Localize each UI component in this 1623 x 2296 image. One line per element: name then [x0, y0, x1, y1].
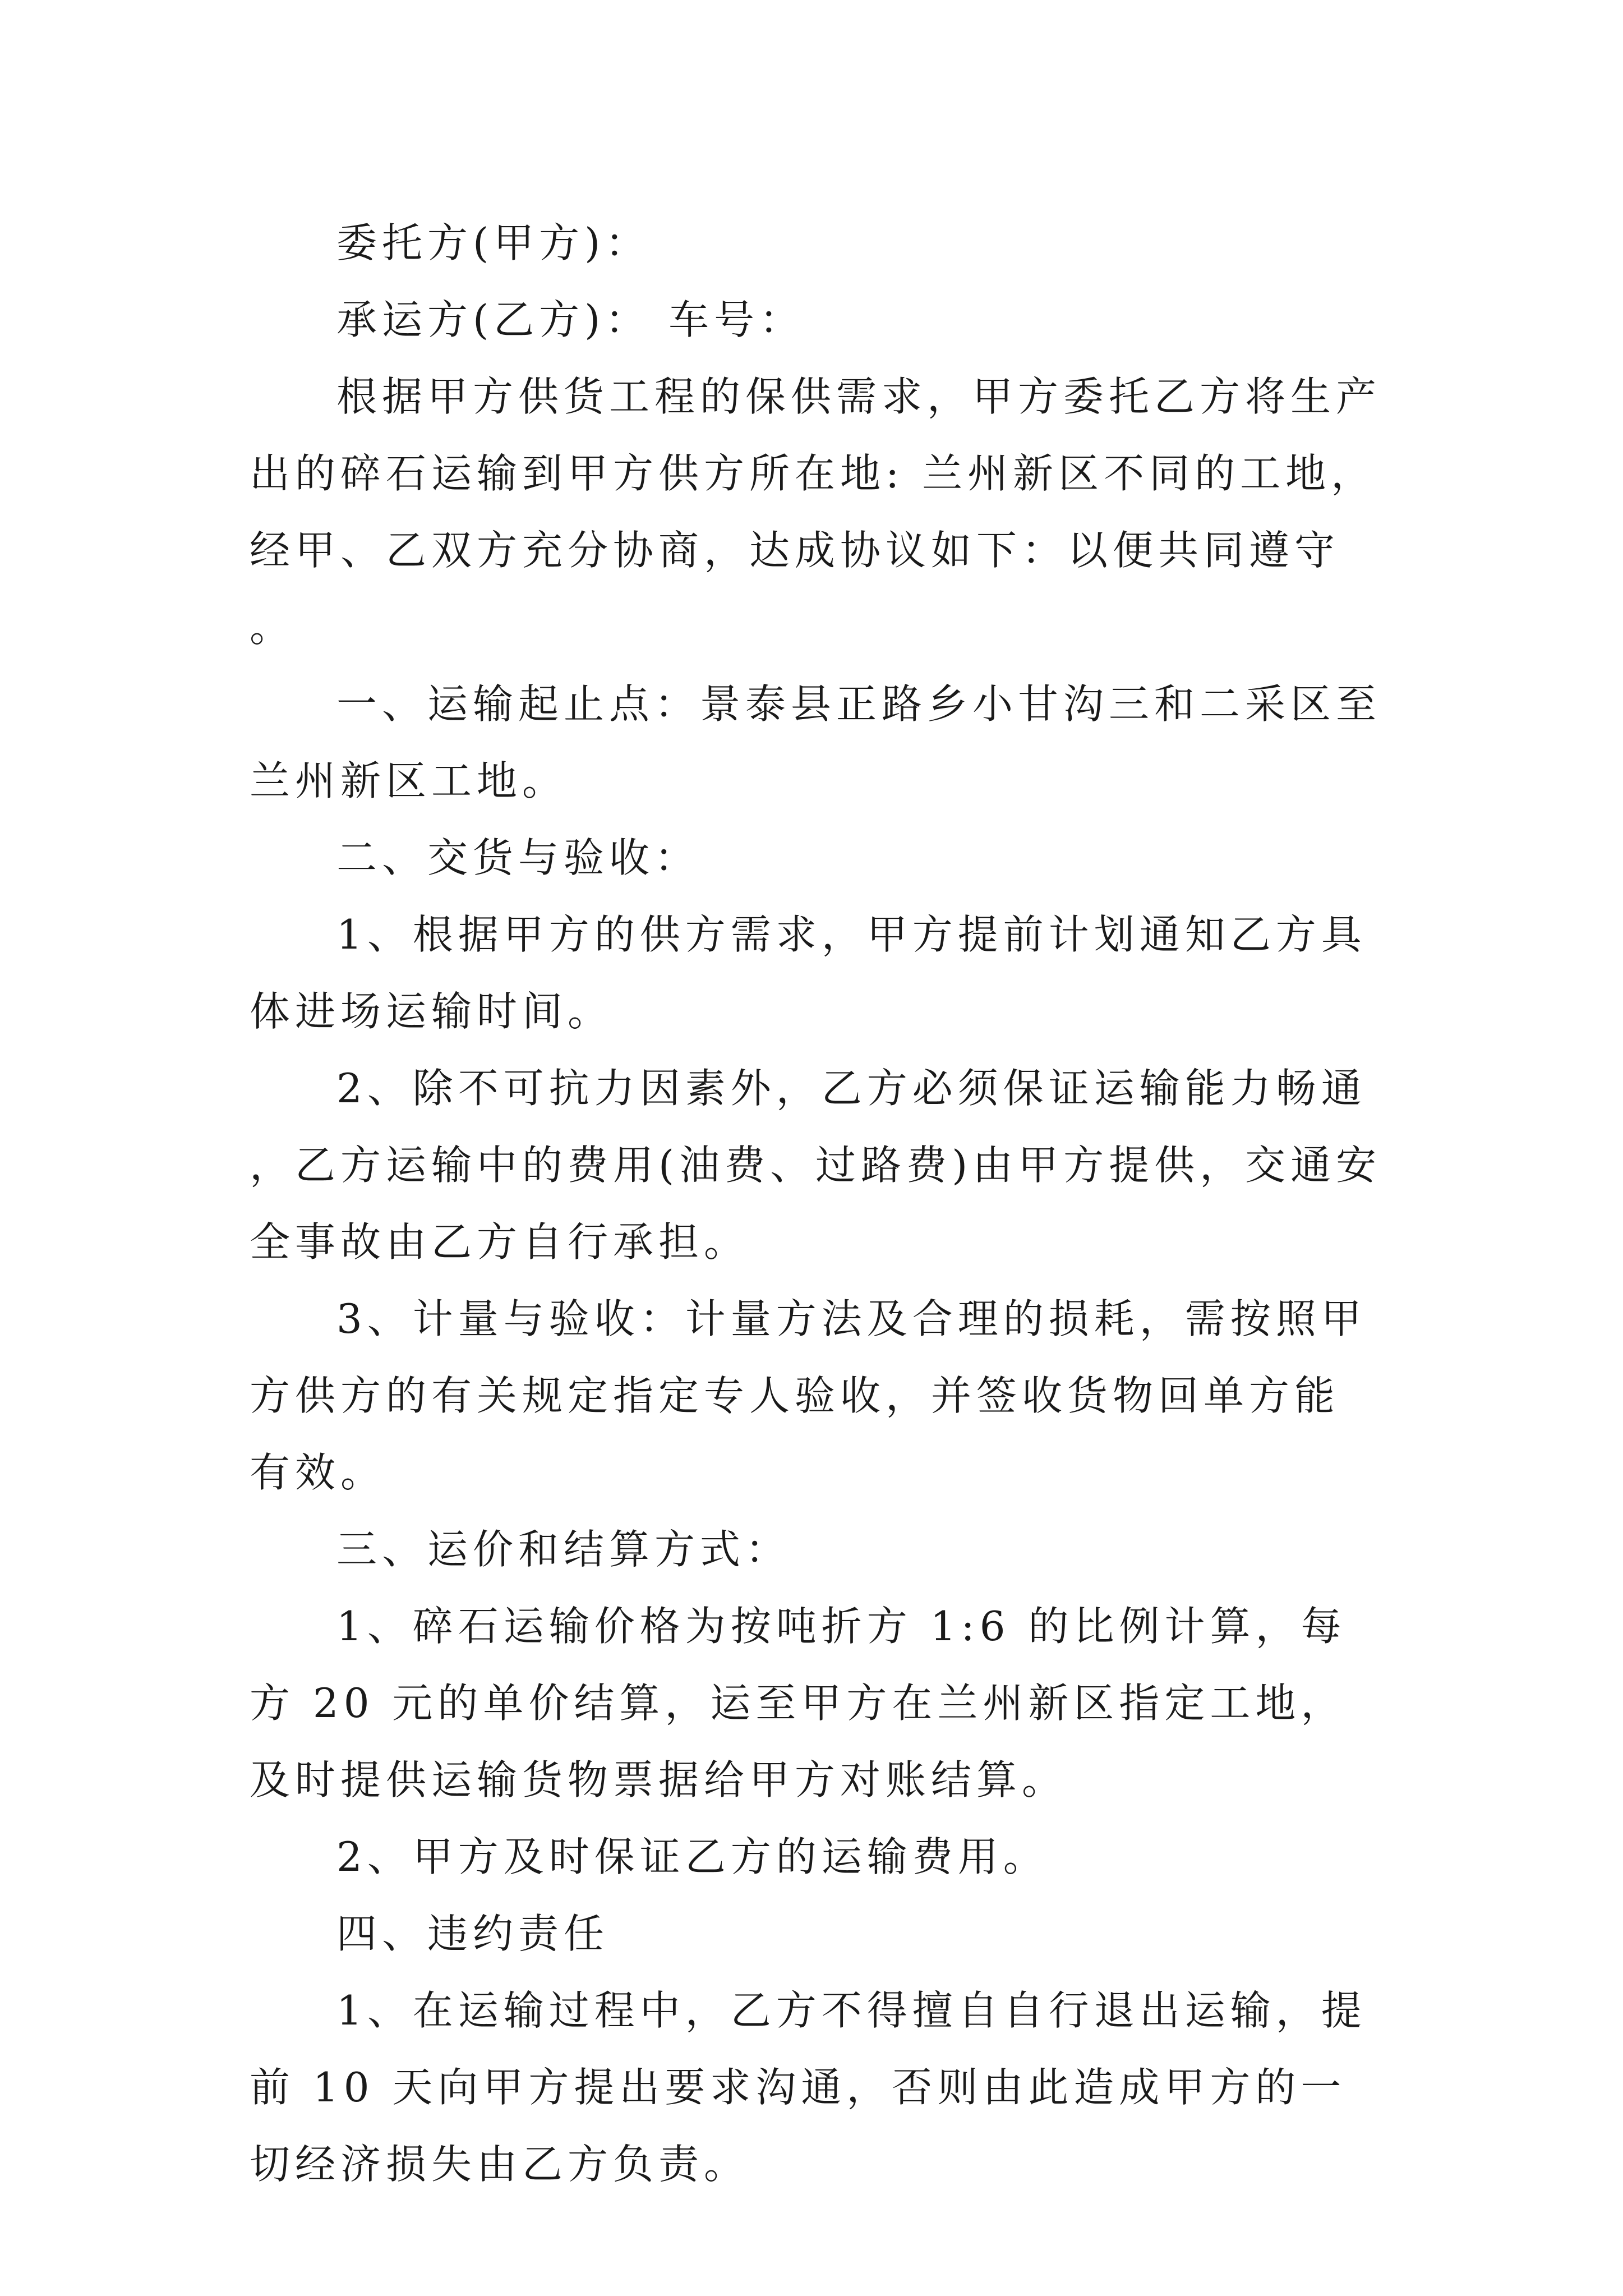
- clause-2-2: 2、除不可抗力因素外，乙方必须保证运输能力畅通，乙方运输中的费用(油费、过路费)由甲方提供，交通安全事故由乙方自行承担。: [250, 1065, 1382, 1266]
- section-4-heading: 四、违约责任: [336, 1910, 610, 1957]
- section-3-heading: 三、运价和结算方式：: [336, 1526, 791, 1573]
- document-body: [250, 205, 1382, 2203]
- preamble-paragraph: 根据甲方供货工程的保供需求，甲方委托乙方将生产出的碎石运输到甲方供方所在地: 兰州新区不同的工地，经甲、乙双方充分协商，达成协议如下：以便共同遵守。: [250, 373, 1382, 651]
- clause-2-1: 1、根据甲方的供方需求，甲方提前计划通知乙方具体进场运输时间。: [250, 911, 1367, 1035]
- party-a-line: 委托方(甲方)：: [336, 219, 651, 266]
- clause-2-3: 3、计量与验收：计量方法及合理的损耗，需按照甲方供方的有关规定指定专人验收，并签收货物回单方能有效。: [250, 1295, 1367, 1496]
- section-2-heading: 二、交货与验收：: [336, 834, 700, 881]
- clause-4-1: 1、在运输过程中，乙方不得擅自自行退出运输，提前 10 天向甲方提出要求沟通，否则由此造成甲方的一切经济损失由乙方负责。: [250, 1987, 1367, 2188]
- party-b-line: 承运方(乙方)： 车号：: [336, 296, 805, 343]
- clause-3-2: 2、甲方及时保证乙方的运输费用。: [336, 1833, 1049, 1880]
- clause-1-route: 一、运输起止点：景泰县正路乡小甘沟三和二采区至兰州新区工地。: [250, 680, 1382, 804]
- clause-3-1: 1、碎石运输价格为按吨折方 1:6 的比例计算，每方 20 元的单价结算，运至甲方在兰州新区指定工地，及时提供运输货物票据给甲方对账结算。: [250, 1603, 1347, 1803]
